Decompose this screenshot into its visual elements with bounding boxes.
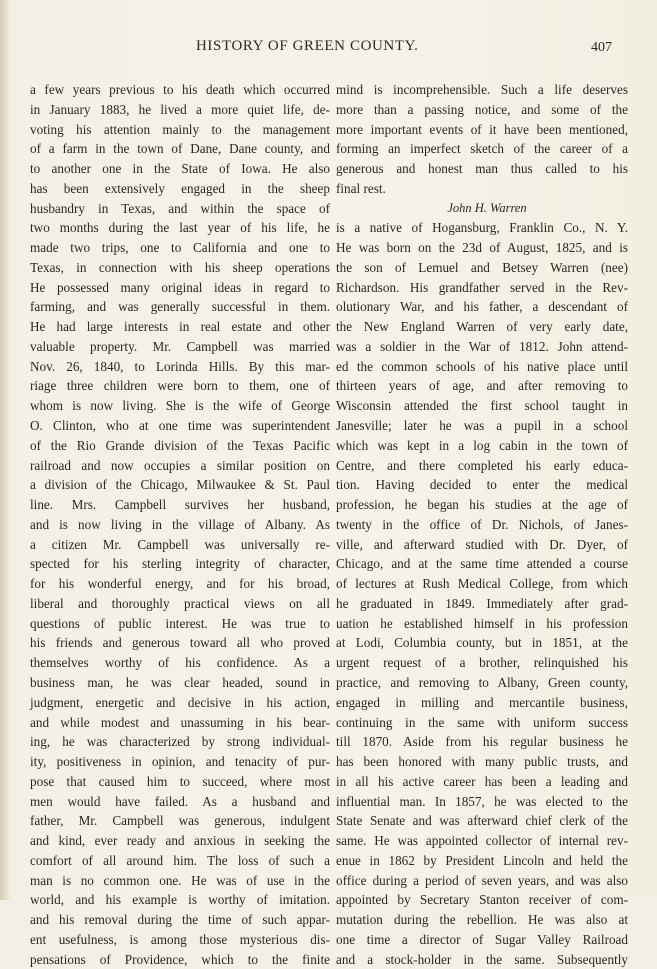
text-line: ity, positiveness in opinion, and tenacity of pur-: [30, 754, 330, 770]
text-line: practice, and removing to Albany, Green county,: [336, 674, 628, 690]
text-line: of a farm in the town of Dane, Dane county, and: [30, 141, 330, 157]
text-line: Wisconsin attended the first school taught in: [336, 398, 628, 414]
right-text-column: [336, 80, 628, 969]
text-line: continuing in the same with uniform success: [336, 714, 628, 730]
text-line: of lectures at Rush Medical College, from which: [336, 576, 628, 592]
text-line: ville, and afterward studied with Dr. Dyer, of: [336, 536, 628, 552]
text-line: same. He was appointed collector of internal rev-: [336, 833, 628, 849]
text-line: questions of public interest. He was true to: [30, 615, 330, 631]
text-line: the New England Warren of very early date,: [336, 319, 628, 335]
text-line: and kind, ever ready and anxious in seeking the: [30, 833, 330, 849]
text-line: in all his active career has been a leading and: [336, 773, 628, 789]
text-line: and his removal during the time of such appar-: [30, 912, 330, 928]
text-line: forming an imperfect sketch of the career of a: [336, 141, 628, 157]
text-line: Richardson. His grandfather served in the Rev-: [336, 279, 628, 295]
left-text-column: [30, 80, 330, 969]
text-line: line. Mrs. Campbell survives her husband,: [30, 497, 330, 513]
text-line: Nov. 26, 1840, to Lorinda Hills. By this mar-: [30, 358, 330, 374]
text-line: mind is incomprehensible. Such a life deserves: [336, 82, 628, 97]
text-line: enue in 1862 by President Lincoln and held the: [336, 852, 628, 868]
text-line: which was kept in a log cabin in the town of: [336, 437, 628, 453]
text-line: olutionary War, and his father, a descendant of: [336, 299, 628, 315]
text-line: valuable property. Mr. Campbell was married: [30, 338, 330, 354]
text-line: profession, he began his studies at the age of: [336, 497, 628, 513]
text-line: Janesville; later he was a pupil in a school: [336, 418, 628, 434]
text-line: uation he established himself in his profession: [336, 615, 628, 631]
text-line: more than a passing notice, and some of the: [336, 101, 628, 117]
text-line: in January 1883, he lived a more quiet life, de-: [30, 101, 330, 117]
text-line: to another one in the State of Iowa. He also: [30, 161, 330, 177]
text-line: twenty in the office of Dr. Nichols, of Janes-: [336, 516, 628, 532]
text-line: and is now living in the village of Albany. As: [30, 516, 330, 532]
text-line: business man, he was clear headed, sound in: [30, 674, 330, 690]
running-head: HISTORY OF GREEN COUNTY.: [196, 38, 419, 54]
text-line: men would have failed. As a husband and: [30, 793, 330, 809]
text-line: He was born on the 23d of August, 1825, and is: [336, 240, 628, 256]
text-line: voting his attention mainly to the management: [30, 121, 330, 137]
text-line: generous and honest man thus called to his: [336, 161, 628, 177]
text-line: world, and his example is worthy of imitation.: [30, 892, 330, 908]
text-line: has been honored with many public trusts, and: [336, 754, 628, 770]
text-line: a citizen Mr. Campbell was universally re-: [30, 536, 330, 552]
text-line: O. Clinton, who at one time was superintendent: [30, 418, 330, 434]
text-line: office during a period of seven years, and was also: [336, 872, 628, 888]
text-line: farming, and was generally successful in them.: [30, 299, 330, 315]
text-line: the son of Lemuel and Betsey Warren (nee): [336, 259, 628, 275]
text-line: two months during the last year of his life, he: [30, 220, 330, 236]
text-line: Texas, in connection with his sheep operations: [30, 259, 330, 275]
page-edge-shadow: [0, 0, 10, 900]
text-line: urgent request of a brother, relinquished his: [336, 655, 628, 671]
text-line: influential man. In 1857, he was elected to the: [336, 793, 628, 809]
text-line: father, Mr. Campbell was generous, indulgent: [30, 813, 330, 829]
text-line: mutation during the rebellion. He was also at: [336, 912, 628, 928]
text-line: of the Rio Grande division of the Texas Pacific: [30, 437, 330, 453]
text-line: thirteen years of age, and after removing to: [336, 378, 628, 394]
text-line: engaged in milling and mercantile business,: [336, 694, 628, 710]
text-line: themselves worthy of his confidence. As a: [30, 655, 330, 671]
text-line: tion. Having decided to enter the medical: [336, 477, 628, 493]
text-line: made two trips, one to California and one to: [30, 240, 330, 256]
text-line: final rest.: [336, 180, 386, 196]
text-line: at Lodi, Columbia county, but in 1851, at the: [336, 635, 628, 651]
text-line: for his wonderful energy, and for his broad,: [30, 576, 330, 592]
text-line: pensations of Providence, which to the finite: [30, 951, 330, 967]
right-intro-paragraph: [336, 80, 628, 199]
text-line: liberal and thoroughly practical views on all: [30, 595, 330, 611]
right-body-paragraph: [336, 218, 628, 969]
text-line: riage three children were born to them, one of: [30, 378, 330, 394]
section-heading: John H. Warren: [447, 200, 527, 215]
text-line: was a soldier in the War of 1812. John attend-: [336, 338, 628, 354]
text-line: one time a director of Sugar Valley Railroad: [336, 931, 628, 947]
text-line: and while modest and unassuming in his bear-: [30, 714, 330, 730]
text-line: whom is now living. She is the wife of George: [30, 398, 330, 414]
text-line: his friends and generous toward all who proved: [30, 635, 330, 651]
text-line: railroad and now occupies a similar position on: [30, 457, 330, 473]
page-number: 407: [591, 40, 612, 55]
text-line: judgment, energetic and decisive in his action,: [30, 694, 330, 710]
text-line: and a stock-holder in the same. Subsequently: [336, 951, 628, 967]
text-line: husbandry in Texas, and within the space of: [30, 200, 330, 216]
text-line: till 1870. Aside from his regular business he: [336, 734, 628, 750]
text-line: ing, he was characterized by strong individual-: [30, 734, 330, 750]
text-line: ed the common schools of his native place until: [336, 358, 628, 374]
text-line: He possessed many original ideas in regard to: [30, 279, 330, 295]
text-line: he graduated in 1849. Immediately after grad-: [336, 595, 628, 611]
text-line: spected for his sterling integrity of character,: [30, 556, 330, 572]
text-line: Centre, and there completed his early educa-: [336, 457, 628, 473]
text-line: a few years previous to his death which occurred: [30, 82, 330, 97]
text-line: He had large interests in real estate and other: [30, 319, 330, 335]
text-line: ent usefulness, is among those mysterious dis-: [30, 931, 330, 947]
text-line: pose that caused him to succeed, where most: [30, 773, 330, 789]
text-line: Chicago, and at the same time attended a course: [336, 556, 628, 572]
text-line: man is no common one. He was of use in the: [30, 872, 330, 888]
text-line: is a native of Hogansburg, Franklin Co., N. Y.: [336, 220, 628, 236]
text-line: State Senate and was afterward chief clerk of the: [336, 813, 628, 829]
text-line: comfort of all around him. The loss of such a: [30, 852, 330, 868]
text-line: has been extensively engaged in the sheep: [30, 180, 330, 196]
text-line: more important events of it have been mentioned,: [336, 121, 628, 137]
text-line: a division of the Chicago, Milwaukee & St. Paul: [30, 477, 330, 493]
text-line: appointed by Secretary Stanton receiver of com-: [336, 892, 628, 908]
